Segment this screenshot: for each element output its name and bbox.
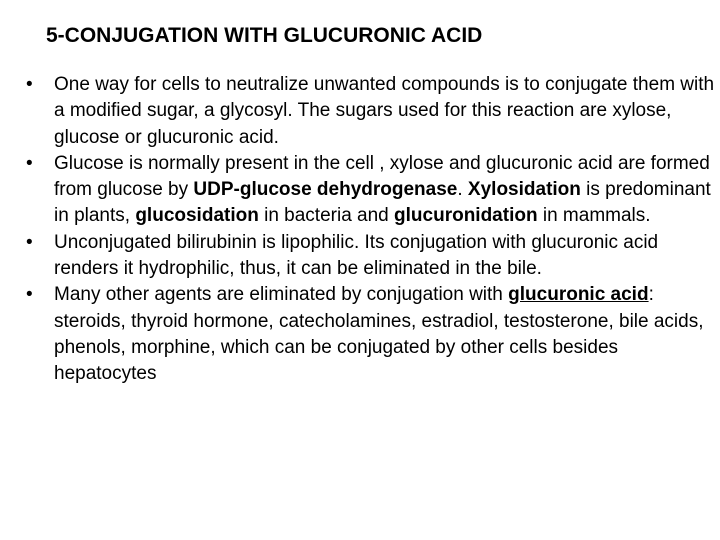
bullet-list	[26, 72, 716, 388]
bullet-item	[26, 72, 716, 151]
text-run: .	[457, 179, 468, 201]
bullet-marker: •	[26, 231, 33, 253]
bullet-item	[26, 282, 716, 387]
text-run: One way for cells to neutralize unwanted compounds is to conjugate them with a modified sugar, a glycosyl. The sugars used for this reaction are xylose, glucose or glucuronic acid.	[54, 74, 715, 148]
bullet-marker: •	[26, 284, 33, 306]
text-run: is predominant in plants,	[54, 179, 711, 227]
bullet-text	[54, 74, 714, 148]
bullet-marker: •	[26, 152, 33, 174]
bold-term: Xylosidation	[467, 179, 581, 201]
bullet-text	[54, 232, 658, 279]
text-run: in bacteria and	[258, 205, 395, 227]
bullet-marker: •	[26, 74, 33, 95]
bullet-text	[54, 284, 704, 384]
slide-title: 5-CONJUGATION WITH GLUCURONIC ACID	[46, 24, 483, 47]
bullet-item	[26, 230, 716, 283]
bold-term: glucuronidation	[394, 205, 538, 227]
text-run: Many other agents are eliminated by conjugation with	[54, 284, 509, 306]
bold-term: glucosidation	[135, 205, 259, 227]
bold-term: UDP-glucose dehydrogenase	[193, 179, 458, 201]
text-run: in mammals.	[537, 205, 651, 227]
underlined-term: glucuronic acid	[508, 284, 649, 306]
text-run: Unconjugated bilirubinin is lipophilic. Its conjugation with glucuronic acid renders it hydrophilic, thus, it can be eliminated in the bile.	[54, 231, 659, 280]
bullet-item	[26, 151, 716, 230]
bullet-text	[54, 153, 711, 227]
text-run: Glucose is normally present in the cell , xylose and glucuronic acid are formed from glucose by	[54, 152, 710, 201]
text-run: : steroids, thyroid hormone, catecholamines, estradiol, testosterone, bile acids, phenols, morphine, which can be conjugated by other cells besides hepatocytes	[54, 284, 704, 385]
